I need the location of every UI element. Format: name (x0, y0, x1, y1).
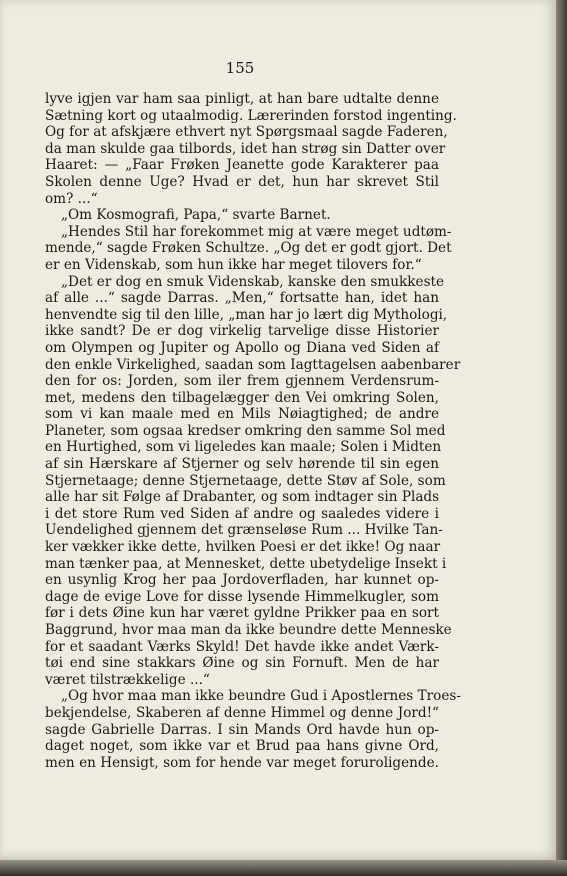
text-line: en Hurtighed, som vi ligeledes kan maale; Solen i Midten (45, 439, 442, 456)
text-line: været tilstrækkelige ...“ (45, 671, 210, 688)
text-line: „Det er dog en smuk Videnskab, kanske den smukkeste (61, 273, 445, 290)
text-line: Og for at afskjære ethvert nyt Spørgsmaal sagde Faderen, (45, 124, 448, 141)
body-text (45, 91, 461, 771)
paragraph (45, 207, 439, 224)
text-line: tøi end sine stakkars Øine og sin Fornuft. Men de har (45, 655, 439, 672)
text-line: Planeter, som ogsaa kredser omkring den samme Sol med (45, 422, 446, 439)
text-line: for et saadant Værks Skyld! Det havde ikke andet Værk- (45, 638, 439, 655)
text-line: før i dets Øine kun har været gyldne Prikker paa en sort (45, 605, 439, 622)
page-number: 155 (225, 59, 255, 77)
text-line: den enkle Virkelighed, saadan som Iagttagelsen aabenbarer (45, 356, 461, 373)
text-line: daget noget, som ikke var et Brud paa hans givne Ord, (45, 738, 439, 755)
text-line: „Hendes Stil har forekommet mig at være meget udtøm- (61, 223, 452, 240)
text-line: Haaret: — „Faar Frøken Jeanette gode Karakterer paa (45, 157, 439, 174)
text-line: den for os: Jorden, som iler frem gjennem Verdensrum- (45, 373, 439, 390)
text-line: om? ...“ (45, 190, 98, 207)
text-line: Baggrund, hvor maa man da ikke beundre dette Menneske (45, 622, 452, 638)
text-line: henvendte sig til den lille, „man har jo lært dig Mythologi, (45, 306, 448, 323)
text-line: „Og hvor maa man ikke beundre Gud i Apostlernes Troes- (61, 688, 461, 705)
text-line: Sætning kort og utaalmodig. Lærerinden forstod ingenting. (45, 107, 457, 124)
paragraph (45, 223, 452, 274)
text-line: en usynlig Krog her paa Jordoverfladen, har kunnet op- (45, 572, 439, 589)
text-line: alle har sit Følge af Drabanter, og som indtager sin Plads (45, 489, 440, 506)
paragraph (45, 91, 457, 207)
text-line: bekjendelse, Skaberen af denne Himmel og denne Jord!“ (45, 704, 439, 721)
text-line: sagde Gabrielle Darras. I sin Mands Ord havde hun op- (45, 721, 439, 738)
text-line: ikke sandt? De er dog virkelig tarvelige disse Historier (45, 323, 439, 340)
text-line: Skolen denne Uge? Hvad er det, hun har skrevet Stil (45, 173, 439, 190)
text-line: da man skulde gaa tilbords, idet han strøg sin Datter over (45, 140, 446, 157)
text-line: af alle ...“ sagde Darras. „Men,“ fortsatte han, idet han (45, 290, 439, 307)
text-line: Stjernetaage; denne Stjernetaage, dette Støv af Sole, som (45, 472, 446, 489)
text-line: dage de evige Love for disse lysende Himmelkugler, som (45, 588, 439, 605)
text-line: af sin Hærskare af Stjerner og selv hørende til sin egen (45, 456, 439, 473)
text-line: Uendelighed gjennem det grænseløse Rum ... Hvilke Tan- (45, 522, 443, 539)
text-line: ker vækker ikke dette, hvilken Poesi er det ikke! Og naar (45, 539, 441, 556)
text-line: met, medens den tilbagelægger den Vei omkring Solen, (45, 389, 439, 406)
text-line: mende,“ sagde Frøken Schultze. „Og det er godt gjort. Det (45, 240, 452, 257)
page-edge-bottom (0, 860, 567, 876)
text-line: er en Videnskab, som hun ikke har meget tilovers for.“ (45, 256, 422, 273)
text-line: lyve igjen var ham saa pinligt, at han bare udtalte denne (45, 91, 439, 107)
text-line: i det store Rum ved Siden af andre og saaledes videre i (45, 505, 439, 522)
text-line: som vi kan maale med en Mils Nøiagtighed; de andre (45, 406, 439, 423)
text-line: „Om Kosmografi, Papa,“ svarte Barnet. (61, 207, 331, 224)
text-line: men en Hensigt, som for hende var meget foruroligende. (45, 754, 439, 771)
text-line: om Olympen og Jupiter og Apollo og Diana ved Siden af (45, 339, 439, 356)
paragraph (45, 273, 461, 689)
page-edge-right (556, 0, 567, 876)
paragraph (45, 688, 461, 771)
text-line: man tænker paa, at Mennesket, dette ubetydelige Insekt i (45, 555, 447, 572)
